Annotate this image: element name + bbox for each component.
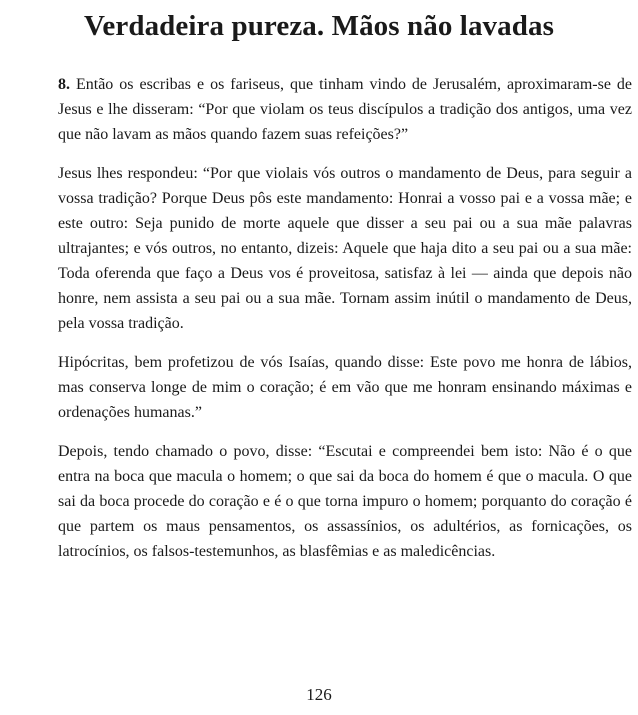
section-title: Verdadeira pureza. Mãos não lavadas xyxy=(84,10,554,42)
paragraph-verse-8 xyxy=(58,72,632,147)
paragraph-hypocrites: Hipócritas, bem profetizou de vós Isaías, quando disse: Este povo me honra de lábios, mas conserva longe de mim o coração; é em vão que me honram ensinando máximas e ordenações humanas.” xyxy=(58,354,632,421)
paragraph-called-people: Depois, tendo chamado o povo, disse: “Escutai e compreendei bem isto: Não é o que entra na boca que macula o homem; o que sai da boca do homem é que o macula. O que sai da boca procede do coração e é o que torna impuro o homem; porquanto do coração é que partem os maus pensamentos, os assassínios, os adultérios, as fornicações, os latrocínios, os falsos-testemunhos, as blasfêmias e as maledicências. xyxy=(58,443,632,560)
paragraph-jesus-response: Jesus lhes respondeu: “Por que violais vós outros o mandamento de Deus, para seguir a vossa tradição? Porque Deus pôs este mandamento: Honrai a vosso pai e a vossa mãe; e este outro: Seja punido de morte aquele que disser a seu pai ou a sua mãe palavras ultrajantes; e vós outros, no entanto, dizeis: Aquele que haja dito a seu pai ou a sua mãe: Toda oferenda que faço a Deus vos é proveitosa, satisfaz à lei — ainda que depois não honre, nem assista a seu pai ou a sua mãe. Tornam assim inútil o mandamento de Deus, pela vossa tradição. xyxy=(58,165,632,332)
paragraph-text: Então os escribas e os fariseus, que tinham vindo de Jerusalém, aproximaram-se de Jesus e lhe disseram: “Por que violam os teus discípulos a tradição dos antigos, uma vez que não lavam as mãos quando fazem suas refeições?” xyxy=(58,76,632,143)
page-number: 126 xyxy=(306,685,332,704)
verse-number: 8. xyxy=(58,76,70,93)
body-text xyxy=(58,72,632,578)
